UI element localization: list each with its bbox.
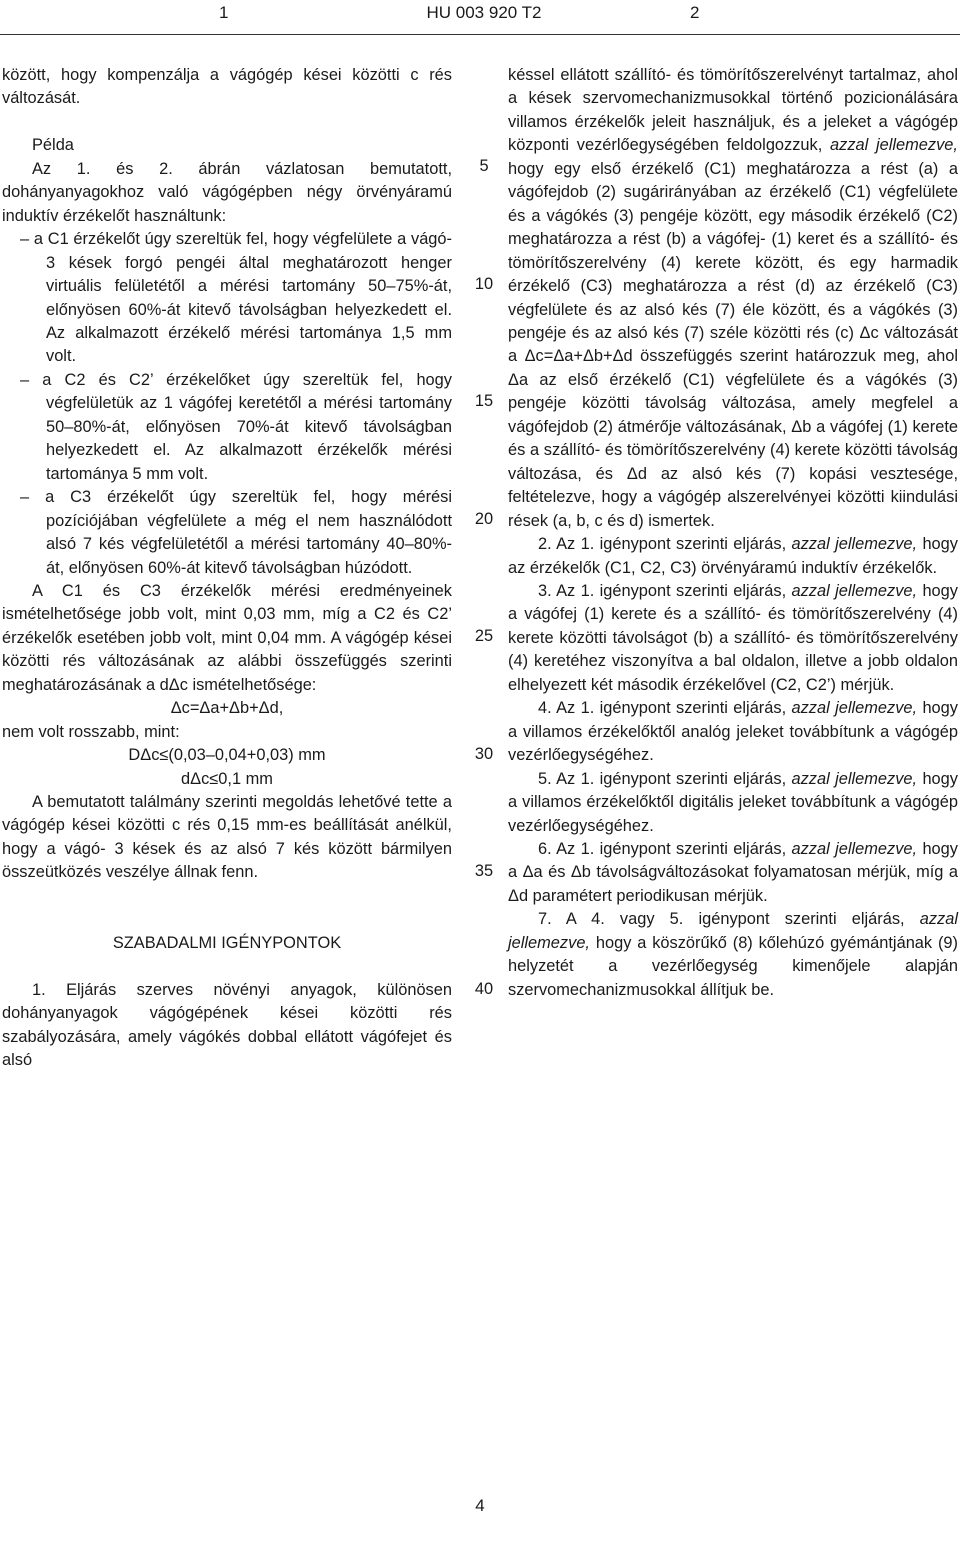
text: hogy a villamos érzékelőktől analóg jeleket továbbítunk a vágógép vezérlőegységéhez.	[508, 699, 958, 765]
claims-heading: SZABADALMI IGÉNYPONTOK	[112, 933, 342, 952]
italic-phrase: azzal jellemezve,	[791, 769, 918, 788]
paragraph: között, hogy kompenzálja a vágógép kései közötti c rés változását.	[2, 66, 452, 108]
italic-phrase: azzal jellemezve,	[791, 535, 918, 554]
line-number: 30	[474, 745, 494, 763]
spacer	[2, 111, 452, 134]
spacer	[2, 885, 452, 908]
line-number: 20	[474, 510, 494, 528]
list-item: – a C1 érzékelőt úgy szereltük fel, hogy végfelülete a vágó- 3 kések forgó pengéi által meghatározott henger virtuális felületétől a mérési tartomány 50–75%-át, előnyösen 60%-át kitevő távolságban helyezkedett el. Az alkalmazott érzékelő mérési tartománya 1,5 mm volt.	[20, 230, 452, 366]
text: hogy az érzékelők (C1, C2, C3) örvényáramú induktív érzékelők.	[508, 535, 958, 577]
right-column	[508, 64, 958, 1002]
paragraph: A bemutatott találmány szerinti megoldás lehetővé tette a vágógép kései közötti c rés 0,15 mm-es beállítását anélkül, hogy a vágó- 3 kések és az alsó 7 kés között bármilyen összeütközés veszélye állnak fenn.	[2, 793, 452, 882]
line-number: 35	[474, 862, 494, 880]
text: 3. Az 1. igénypont szerinti eljárás,	[538, 581, 792, 600]
line-number: 25	[474, 627, 494, 645]
paragraph: Az 1. és 2. ábrán vázlatosan bemutatott, dohányanyagokhoz való vágógépben négy örvényáramú induktív érzékelőt használtunk:	[2, 159, 452, 225]
claim-1-continuation	[508, 64, 958, 533]
text: 4. Az 1. igénypont szerinti eljárás,	[538, 699, 792, 718]
text: 7. A 4. vagy 5. igénypont szerinti eljárás,	[538, 910, 920, 929]
line-number: 40	[474, 980, 494, 998]
formula: DΔc≤(0,03–0,04+0,03) mm	[128, 746, 326, 765]
left-column	[2, 64, 452, 1072]
text: hogy egy első érzékelő (C1) meghatározza a rést (a) a vágófejdob (2) sugárirányában az érzékelő (C1) végfelülete és a vágókés (3) pengéje között, egy második érzékelő (C2) meghatározza a rést (b) a vágófej- (1) keret és a szállító- és tömörítőszerelvény (4) kerete között, és egy harmadik érzékelő (C3) meghatározza a rést (d) az érzékelő (C3) végfelülete és az alsó kés (7) éle között, és a vágókés (3) pengéje és az alsó kés (7) széle közötti rés (c) Δc változását a Δc=Δa+Δb+Δd összefüggés szerint határozzuk meg, ahol Δa az első érzékelő (C1) végfelülete és a vágókés (3) pengéje közötti távolság változása, amely megfelel a vágófejdob (2) átmérője változásának, Δb a vágófej (1) kerete és a szállító- és tömörítőszerelvény (4) kerete közötti távolság változása, és Δd az alsó kés (7) kopási vesztesége, feltételezve, hogy a vágógép alszerelvényei közötti kiindulási rések (a, b, c és d) ismertek.	[508, 159, 958, 530]
header-rule	[0, 34, 960, 35]
list-item: – a C2 és C2’ érzékelőket úgy szereltük fel, hogy végfelületük az 1 vágófej keretétől a mérési tartomány 50–80%-át, előnyösen 70%-át kitevő távolságban helyezkedett el. Az alkalmazott érzékelők mérési tartománya 5 mm volt.	[20, 370, 452, 483]
claim-6	[508, 838, 958, 908]
page-number: 4	[475, 1496, 485, 1515]
paragraph: A C1 és C3 érzékelők mérési eredményeinek ismételhetősége jobb volt, mint 0,03 mm, míg a C2 és C2’ érzékelők esetében jobb volt, mint 0,04 mm. A vágógép kései közötti rés változásának az alábbi összefüggés szerinti meghatározásának a dΔc ismételhetősége:	[2, 581, 452, 694]
text: 2. Az 1. igénypont szerinti eljárás,	[538, 535, 792, 554]
line-number: 10	[474, 275, 494, 293]
italic-phrase: azzal jellemezve,	[791, 699, 918, 718]
text: késsel ellátott szállító- és tömörítőszerelvényt tartalmaz, ahol a kések szervomechanizmusokkal történő pozicionálására villamos érzékelők jeleit használjuk, és a jeleket a vágógép központi vezérlőegységében feldolgozzuk,	[508, 66, 958, 155]
spacer	[2, 955, 452, 978]
line-number: 5	[479, 157, 489, 175]
patent-id: HU 003 920 T2	[426, 3, 542, 22]
claim-1-start: 1. Eljárás szerves növényi anyagok, különösen dohányanyagok vágógépének kései közötti rés szabályozására, amely vágókés dobbal ellátott vágófejet és alsó	[2, 980, 452, 1069]
paragraph: nem volt rosszabb, mint:	[2, 722, 180, 741]
line-number: 15	[474, 392, 494, 410]
spacer	[2, 908, 452, 931]
text: 5. Az 1. igénypont szerinti eljárás,	[538, 769, 792, 788]
claim-2	[508, 533, 958, 580]
formula: Δc=Δa+Δb+Δd,	[170, 699, 284, 718]
text: hogy a köszörűkő (8) kőlehúzó gyémántjának (9) helyzetét a vezérlőegység kimenőjele alapján szervomechanizmusokkal állítjuk be.	[508, 933, 958, 999]
claim-3	[508, 580, 958, 697]
text: hogy a Δa és Δb távolságváltozásokat folyamatosan mérjük, míg a Δd paramétert periodikusan mérjük.	[508, 839, 958, 905]
text: 6. Az 1. igénypont szerinti eljárás,	[538, 839, 792, 858]
italic-phrase: azzal jellemezve,	[508, 910, 958, 952]
claim-7	[508, 908, 958, 1002]
italic-phrase: azzal jellemezve,	[830, 136, 958, 155]
formula: dΔc≤0,1 mm	[181, 769, 273, 788]
claim-4	[508, 697, 958, 767]
left-column-number: 1	[219, 3, 229, 22]
italic-phrase: azzal jellemezve,	[791, 581, 918, 600]
italic-phrase: azzal jellemezve,	[791, 839, 918, 858]
list-item: – a C3 érzékelőt úgy szereltük fel, hogy mérési pozíciójában végfelülete a még el nem használódott alsó 7 kés végfelületétől a mérési tartomány 40–80%-át, előnyösen 60%-át kitevő távolságban húzódott.	[20, 488, 452, 577]
claim-5	[508, 768, 958, 838]
right-column-number: 2	[690, 3, 700, 22]
example-title: Példa	[32, 136, 74, 155]
text: hogy a villamos érzékelőktől digitális jeleket továbbítunk a vágógép vezérlőegységéhez.	[508, 769, 958, 835]
text: hogy a vágófej (1) kerete és a szállító- és tömörítőszerelvény (4) kerete közötti távolságot (b) a szállító- és tömörítőszerelvény (4) keretéhez viszonyítva a bal oldalon, illetve a jobb oldalon elhelyezett két második érzékelővel (C2, C2’) mérjük.	[508, 581, 958, 694]
